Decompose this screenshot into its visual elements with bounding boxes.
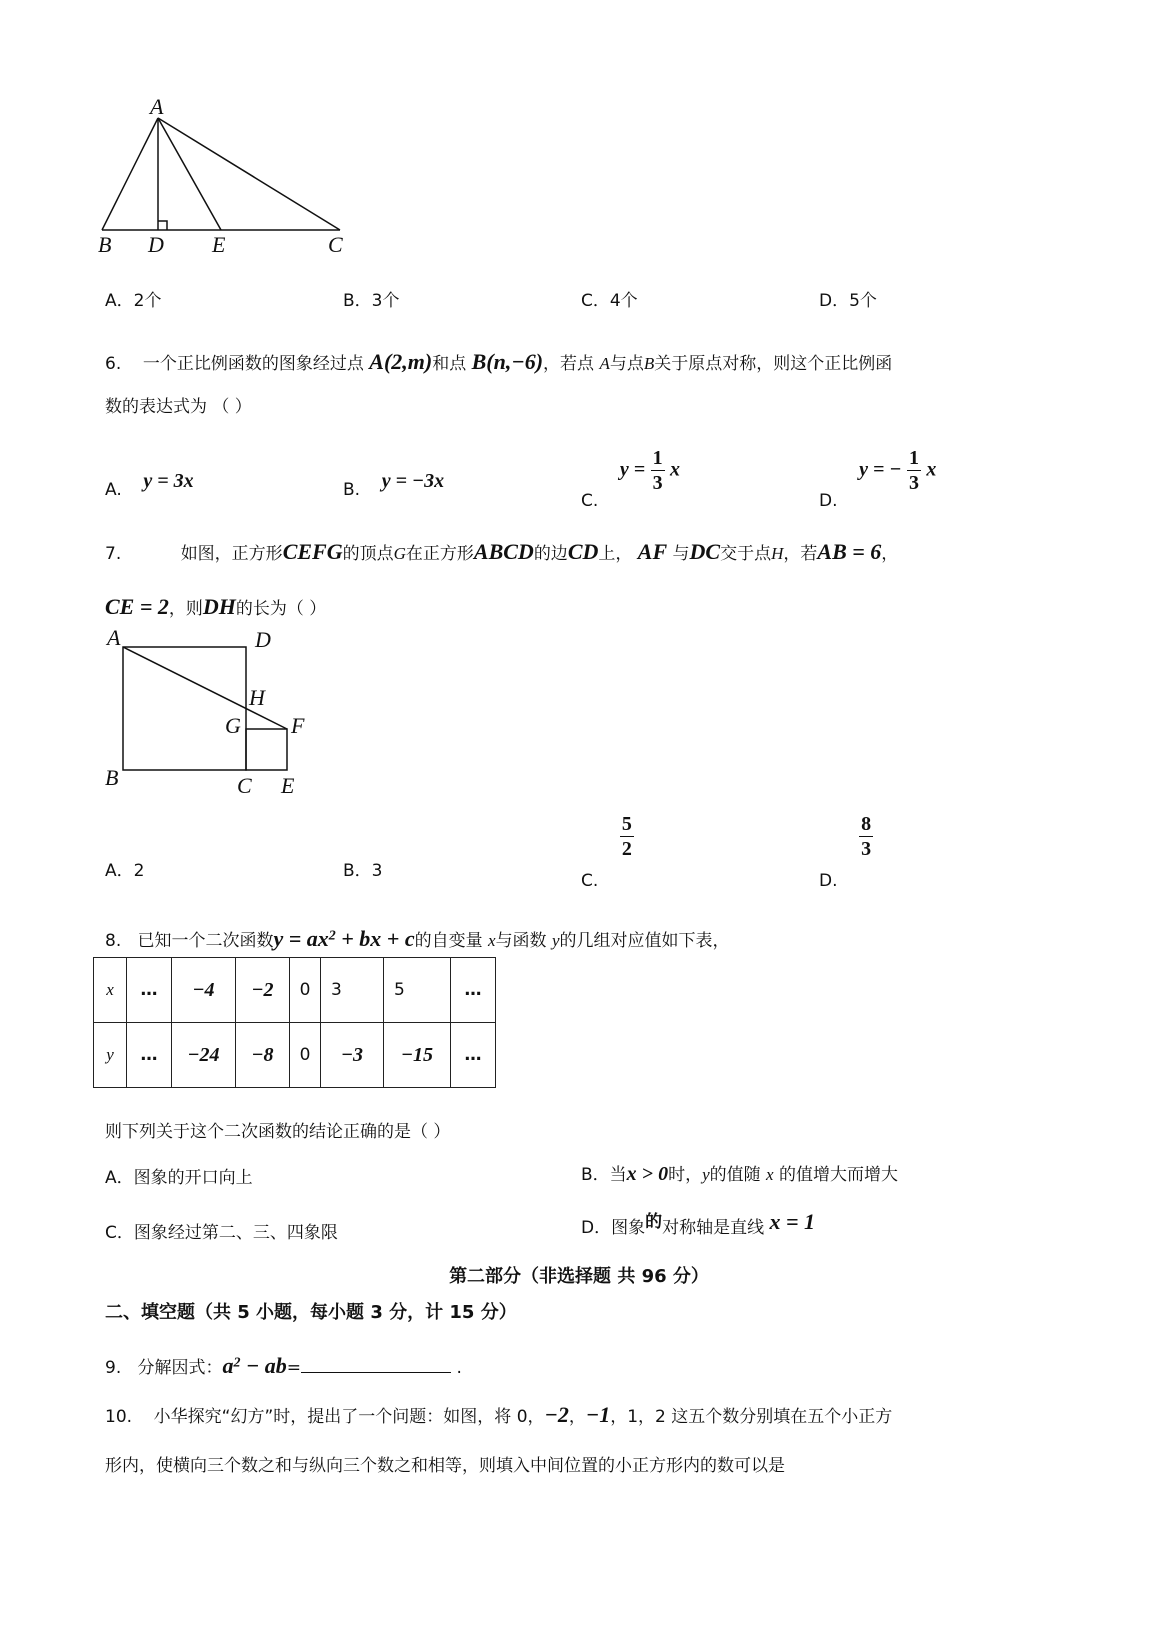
q6-option-b[interactable]: B. y = −3x xyxy=(343,470,445,500)
table-cell: 0 xyxy=(290,1023,321,1088)
vertex-a-label: A xyxy=(150,94,164,119)
table-cell: … xyxy=(451,1023,496,1088)
q6-d-fraction: $\frac{1}{3}$ xyxy=(908,447,919,494)
q6-stem-line1: 6. 一个正比例函数的图象经过点 A(2,m)和点 B(n,−6)，若点 A与点B关于原点对称，则这个正比例函 xyxy=(105,349,893,374)
table-cell: −3 xyxy=(321,1023,384,1088)
q7-option-a[interactable]: A．2 xyxy=(105,861,145,881)
value-table xyxy=(93,957,496,1088)
vertex-e-label: E xyxy=(281,773,295,798)
q5-option-d[interactable]: D．5个 xyxy=(819,291,877,311)
vertex-c-label: C xyxy=(237,773,252,798)
q7-option-d[interactable]: D. $\frac{8}{3}$ xyxy=(819,813,872,891)
q9-number: 9. xyxy=(105,1358,122,1378)
table-cell: 5 xyxy=(384,958,451,1023)
section-heading: 二、填空题（共 5 小题，每小题 3 分，计 15 分） xyxy=(105,1302,517,1323)
table-cell: −15 xyxy=(384,1023,451,1088)
q8-option-b[interactable]: B．当x > 0时，y的值随 x 的值增大而增大 xyxy=(581,1163,898,1185)
vertex-c-label: C xyxy=(328,232,343,257)
table-cell: … xyxy=(127,1023,172,1088)
table-row-y xyxy=(94,1023,496,1088)
vertex-d-label: D xyxy=(255,627,271,652)
point-h-label: H xyxy=(249,685,265,710)
q8-option-a[interactable]: A．图象的开口向上 xyxy=(105,1168,253,1188)
q7-option-c[interactable]: C. $\frac{5}{2}$ xyxy=(581,813,632,891)
table-cell: −24 xyxy=(172,1023,236,1088)
q7-number: 7. xyxy=(105,544,122,564)
table-cell: −4 xyxy=(172,958,236,1023)
q10-stem-line1: 10. 小华探究“幻方”时，提出了一个问题：如图，将 0，−2，−1，1，2 这五个数分别填在五个小正方 xyxy=(105,1402,893,1427)
q7-d-fraction: $\frac{8}{3}$ xyxy=(861,813,872,860)
vertex-g-label: G xyxy=(225,713,241,738)
q6-stem-line2: 数的表达式为 （ ） xyxy=(105,397,252,417)
point-e-label: E xyxy=(212,232,226,257)
q7-c-fraction: $\frac{5}{2}$ xyxy=(621,813,632,860)
q10-stem-line2: 形内，使横向三个数之和与纵向三个数之和相等，则填入中间位置的小正方形内的数可以是 xyxy=(105,1456,785,1476)
table-cell: 3 xyxy=(321,958,384,1023)
q7-stem-line1: 7. 如图，正方形CEFG的顶点G在正方形ABCD的边CD上， AF 与DC交于点H，若AB = 6， xyxy=(105,539,899,564)
q6-c-fraction: $\frac{1}{3}$ xyxy=(652,447,663,494)
q6-number: 6. xyxy=(105,354,122,374)
q8-stem: 8. 已知一个二次函数$y = ax^2$ + bx + c的自变量 x与函数 y的几组对应值如下表， xyxy=(105,926,730,951)
q8-option-d[interactable]: D．图象的对称轴是直线 x = 1 xyxy=(581,1209,816,1238)
table-cell: −8 xyxy=(236,1023,290,1088)
q10-number: 10. xyxy=(105,1407,133,1427)
vertex-a-label: A xyxy=(107,625,121,650)
vertex-b-label: B xyxy=(98,232,112,257)
q6-option-d[interactable]: D. y = − $\frac{1}{3}$ x xyxy=(819,447,937,511)
q8-question: 则下列关于这个二次函数的结论正确的是（ ） xyxy=(105,1122,451,1142)
point-b-coords: B(n,−6) xyxy=(471,349,544,374)
q5-option-b[interactable]: B．3个 xyxy=(343,291,400,311)
q8-number: 8. xyxy=(105,931,122,951)
q9-question[interactable]: 9. 分解因式：$a^2 - ab=$ . xyxy=(105,1353,462,1378)
table-cell: x xyxy=(94,958,127,1023)
vertex-f-label: F xyxy=(291,713,305,738)
q5-option-a[interactable]: A．2个 xyxy=(105,291,162,311)
vertex-b-label: B xyxy=(105,765,119,790)
q6-option-a[interactable]: A. y = 3x xyxy=(105,470,194,500)
table-cell: −2 xyxy=(236,958,290,1023)
table-cell: 0 xyxy=(290,958,321,1023)
q5-option-c[interactable]: C．4个 xyxy=(581,291,638,311)
table-row-x xyxy=(94,958,496,1023)
point-d-label: D xyxy=(148,232,164,257)
table-cell: y xyxy=(94,1023,127,1088)
point-a-coords: A(2,m) xyxy=(369,349,433,374)
squares-figure xyxy=(95,625,355,800)
table-cell: … xyxy=(127,958,172,1023)
part2-title: 第二部分（非选择题 共 96 分） xyxy=(449,1266,709,1287)
triangle-figure xyxy=(90,90,370,260)
q6-option-c[interactable]: C. y = $\frac{1}{3}$ x xyxy=(581,447,680,511)
q7-option-b[interactable]: B．3 xyxy=(343,861,383,881)
q9-answer-blank[interactable] xyxy=(301,1356,451,1373)
q7-stem-line2: CE = 2，则DH的长为（ ） xyxy=(105,594,327,619)
table-cell: … xyxy=(451,958,496,1023)
q8-option-c[interactable]: C．图象经过第二、三、四象限 xyxy=(105,1223,338,1243)
